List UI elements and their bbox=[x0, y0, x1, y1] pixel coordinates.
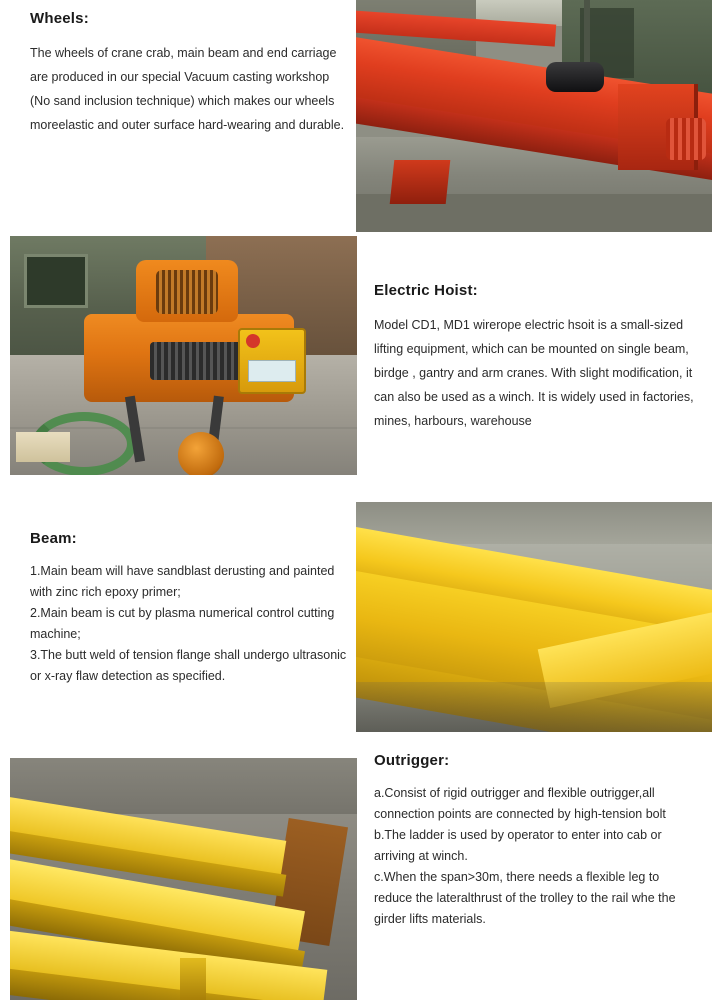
electric-hoist-photo bbox=[10, 236, 357, 475]
outrigger-body-line: arriving at winch. bbox=[374, 849, 468, 863]
carton-box bbox=[16, 432, 70, 462]
beam-body-line: 1.Main beam will have sandblast derusting and painted bbox=[30, 564, 335, 578]
crane-girder-photo bbox=[356, 0, 712, 232]
wheels-text-block bbox=[30, 10, 348, 137]
beam-text-block bbox=[30, 530, 348, 687]
beam-body-line: machine; bbox=[30, 627, 81, 641]
indicator-light bbox=[246, 334, 260, 348]
end-plate bbox=[666, 118, 706, 160]
electric-hoist-body: Model CD1, MD1 wirerope electric hsoit is a small-sized lifting equipment, which can be mounted on single beam, birdge , gantry and arm cranes. With slight modification, it can also be used as a winch. It is widely used in factories, mines, harbours, warehouse bbox=[374, 318, 694, 428]
outrigger-girders-photo bbox=[10, 758, 357, 1000]
trolley-wheel bbox=[178, 432, 224, 475]
beam-body-line: 2.Main beam is cut by plasma numerical control cutting bbox=[30, 606, 335, 620]
electric-hoist-heading: Electric Hoist: bbox=[374, 282, 478, 299]
outrigger-body-line: a.Consist of rigid outrigger and flexible outrigger,all bbox=[374, 786, 655, 800]
outrigger-body-line: b.The ladder is used by operator to enter into cab or bbox=[374, 828, 662, 842]
beam-shadow bbox=[356, 682, 712, 732]
beam-body bbox=[30, 561, 348, 687]
wheels-body: The wheels of crane crab, main beam and end carriage are produced in our special Vacuum casting workshop (No sand inclusion technique) which makes our wheels moreelastic and outer surface hard-wearing and durable. bbox=[30, 46, 345, 132]
wheels-heading: Wheels: bbox=[30, 10, 89, 27]
outrigger-text-block bbox=[374, 752, 694, 930]
beam-body-line: with zinc rich epoxy primer; bbox=[30, 585, 181, 599]
beam-body-line: 3.The butt weld of tension flange shall undergo ultrasonic bbox=[30, 648, 347, 662]
support-foot bbox=[390, 160, 451, 204]
electric-hoist-text-block bbox=[374, 282, 694, 433]
beam-body-line: or x-ray flaw detection as specified. bbox=[30, 669, 226, 683]
yellow-beam-photo bbox=[356, 502, 712, 732]
outrigger-body-line: reduce the lateralthrust of the trolley to the rail whe the bbox=[374, 891, 676, 905]
workshop-window bbox=[24, 254, 88, 308]
outrigger-heading: Outrigger: bbox=[374, 752, 450, 769]
outrigger-body-line: c.When the span>30m, there needs a flexible leg to bbox=[374, 870, 660, 884]
beam-heading: Beam: bbox=[30, 530, 77, 547]
outrigger-body bbox=[374, 783, 694, 930]
outrigger-body-line: connection points are connected by high-tension bolt bbox=[374, 807, 666, 821]
support-post bbox=[180, 958, 206, 1000]
pole bbox=[584, 0, 590, 70]
wire-drum bbox=[546, 62, 604, 92]
motor-cooling-grill bbox=[156, 270, 218, 314]
outrigger-body-line: girder lifts materials. bbox=[374, 912, 486, 926]
